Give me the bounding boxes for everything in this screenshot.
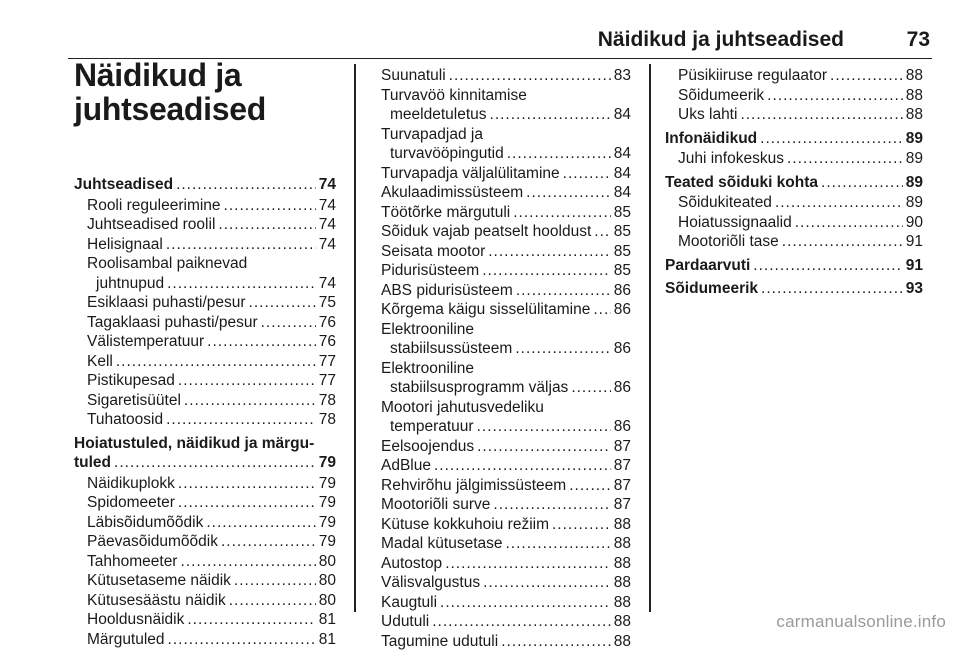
toc-entry[interactable]: Välisvalgustus ..... 88	[381, 573, 631, 593]
toc-entry-wrapped-line: Roolisambal paiknevad	[74, 254, 336, 274]
toc-section-heading[interactable]: Infonäidikud ..... 89	[665, 129, 923, 149]
toc-entry[interactable]: Seisata mootor ..... 85	[381, 242, 631, 262]
toc-entry[interactable]: Märgutuled ..... 81	[74, 630, 336, 650]
toc-entry[interactable]: Tagumine udutuli ..... 88	[381, 632, 631, 651]
toc-entry[interactable]: Kütuse kokkuhoiu režiim ..... 88	[381, 515, 631, 535]
toc-section-heading[interactable]: Teated sõiduki kohta ..... 89	[665, 173, 923, 193]
toc-entry[interactable]: Akulaadimissüsteem ..... 84	[381, 183, 631, 203]
toc-entry-wrapped-line: Turvavöö kinnitamise	[381, 86, 631, 106]
toc-entry[interactable]: Hoiatussignaalid ..... 90	[665, 213, 923, 233]
toc-entry[interactable]: Sõidukiteated ..... 89	[665, 193, 923, 213]
toc-entry[interactable]: stabiilsusprogramm väljas ..... 86	[381, 378, 631, 398]
toc-entry[interactable]: Rehvirõhu jälgimissüsteem ..... 87	[381, 476, 631, 496]
toc-entry[interactable]: meeldetuletus ..... 84	[381, 105, 631, 125]
toc-entry[interactable]: Madal kütusetase ..... 88	[381, 534, 631, 554]
toc-entry[interactable]: Autostop ..... 88	[381, 554, 631, 574]
toc-entry[interactable]: AdBlue ..... 87	[381, 456, 631, 476]
toc-entry[interactable]: stabiilsussüsteem ..... 86	[381, 339, 631, 359]
toc-entry[interactable]: Sõidumeerik ..... 88	[665, 86, 923, 106]
toc-entry[interactable]: Tuhatoosid ..... 78	[74, 410, 336, 430]
toc-entry[interactable]: Läbisõidumõõdik ..... 79	[74, 513, 336, 533]
running-title: Näidikud ja juhtseadised	[598, 28, 844, 52]
toc-entry[interactable]: Hooldusnäidik ..... 81	[74, 610, 336, 630]
toc-entry[interactable]: ABS pidurisüsteem ..... 86	[381, 281, 631, 301]
toc-entry[interactable]: Kütusesäästu näidik ..... 80	[74, 591, 336, 611]
toc-entry[interactable]: Välistemperatuur ..... 76	[74, 332, 336, 352]
toc-entry[interactable]: Helisignaal ..... 74	[74, 235, 336, 255]
page-number: 73	[907, 28, 930, 52]
toc-entry[interactable]: Rooli reguleerimine ..... 74	[74, 196, 336, 216]
toc-section-heading[interactable]: tuled ..... 79	[74, 453, 336, 473]
chapter-title-line-1: Näidikud ja	[74, 58, 344, 92]
page-header	[68, 26, 932, 59]
toc-entry[interactable]: Sõiduk vajab peatselt hooldust ..... 85	[381, 222, 631, 242]
toc-entry[interactable]: Töötõrke märgutuli ..... 85	[381, 203, 631, 223]
toc-entry[interactable]: Tagaklaasi puhasti/pesur ..... 76	[74, 313, 336, 333]
toc-entry-wrapped-line: Mootori jahutusvedeliku	[381, 398, 631, 418]
toc-entry[interactable]: Pidurisüsteem ..... 85	[381, 261, 631, 281]
toc-entry[interactable]: Uks lahti ..... 88	[665, 105, 923, 125]
toc-entry[interactable]: Sigaretisüütel ..... 78	[74, 391, 336, 411]
toc-section-heading[interactable]: Sõidumeerik ..... 93	[665, 279, 923, 299]
toc-section-heading[interactable]: Juhtseadised ..... 74	[74, 175, 336, 195]
toc-column-3	[665, 66, 923, 300]
toc-entry[interactable]: Udutuli ..... 88	[381, 612, 631, 632]
toc-section-heading[interactable]: Pardaarvuti ..... 91	[665, 256, 923, 276]
column-divider-left	[354, 64, 356, 612]
toc-entry[interactable]: Kaugtuli ..... 88	[381, 593, 631, 613]
toc-entry[interactable]: Juhi infokeskus ..... 89	[665, 149, 923, 169]
toc-entry[interactable]: Mootoriõli tase ..... 91	[665, 232, 923, 252]
toc-entry[interactable]: Püsikiiruse regulaator ..... 88	[665, 66, 923, 86]
toc-entry[interactable]: Suunatuli ..... 83	[381, 66, 631, 86]
toc-entry[interactable]: Spidomeeter ..... 79	[74, 493, 336, 513]
toc-entry[interactable]: Mootoriõli surve ..... 87	[381, 495, 631, 515]
toc-entry[interactable]: juhtnupud ..... 74	[74, 274, 336, 294]
toc-entry[interactable]: Kõrgema käigu sisselülitamine ..... 86	[381, 300, 631, 320]
chapter-title	[74, 58, 344, 126]
toc-entry-wrapped-line: Turvapadjad ja	[381, 125, 631, 145]
toc-section-heading-line: Hoiatustuled, näidikud ja märgu-	[74, 434, 336, 454]
toc-entry[interactable]: Päevasõidumõõdik ..... 79	[74, 532, 336, 552]
toc-entry[interactable]: Turvapadja väljalülitamine ..... 84	[381, 164, 631, 184]
toc-entry[interactable]: Kütusetaseme näidik ..... 80	[74, 571, 336, 591]
toc-entry[interactable]: Juhtseadised roolil ..... 74	[74, 215, 336, 235]
toc-entry[interactable]: Pistikupesad ..... 77	[74, 371, 336, 391]
toc-entry[interactable]: Kell ..... 77	[74, 352, 336, 372]
toc-entry[interactable]: Esiklaasi puhasti/pesur ..... 75	[74, 293, 336, 313]
toc-entry-wrapped-line: Elektrooniline	[381, 359, 631, 379]
column-divider-right	[649, 64, 651, 612]
chapter-title-line-2: juhtseadised	[74, 92, 344, 126]
watermark: carmanualsonline.info	[776, 612, 946, 632]
toc-entry[interactable]: turvavööpingutid ..... 84	[381, 144, 631, 164]
toc-column-2	[381, 66, 631, 651]
toc-entry[interactable]: temperatuur ..... 86	[381, 417, 631, 437]
toc-entry[interactable]: Näidikuplokk ..... 79	[74, 474, 336, 494]
toc-entry[interactable]: Eelsoojendus ..... 87	[381, 437, 631, 457]
toc-entry-wrapped-line: Elektrooniline	[381, 320, 631, 340]
toc-entry[interactable]: Tahhomeeter ..... 80	[74, 552, 336, 572]
toc-column-1	[74, 171, 336, 649]
